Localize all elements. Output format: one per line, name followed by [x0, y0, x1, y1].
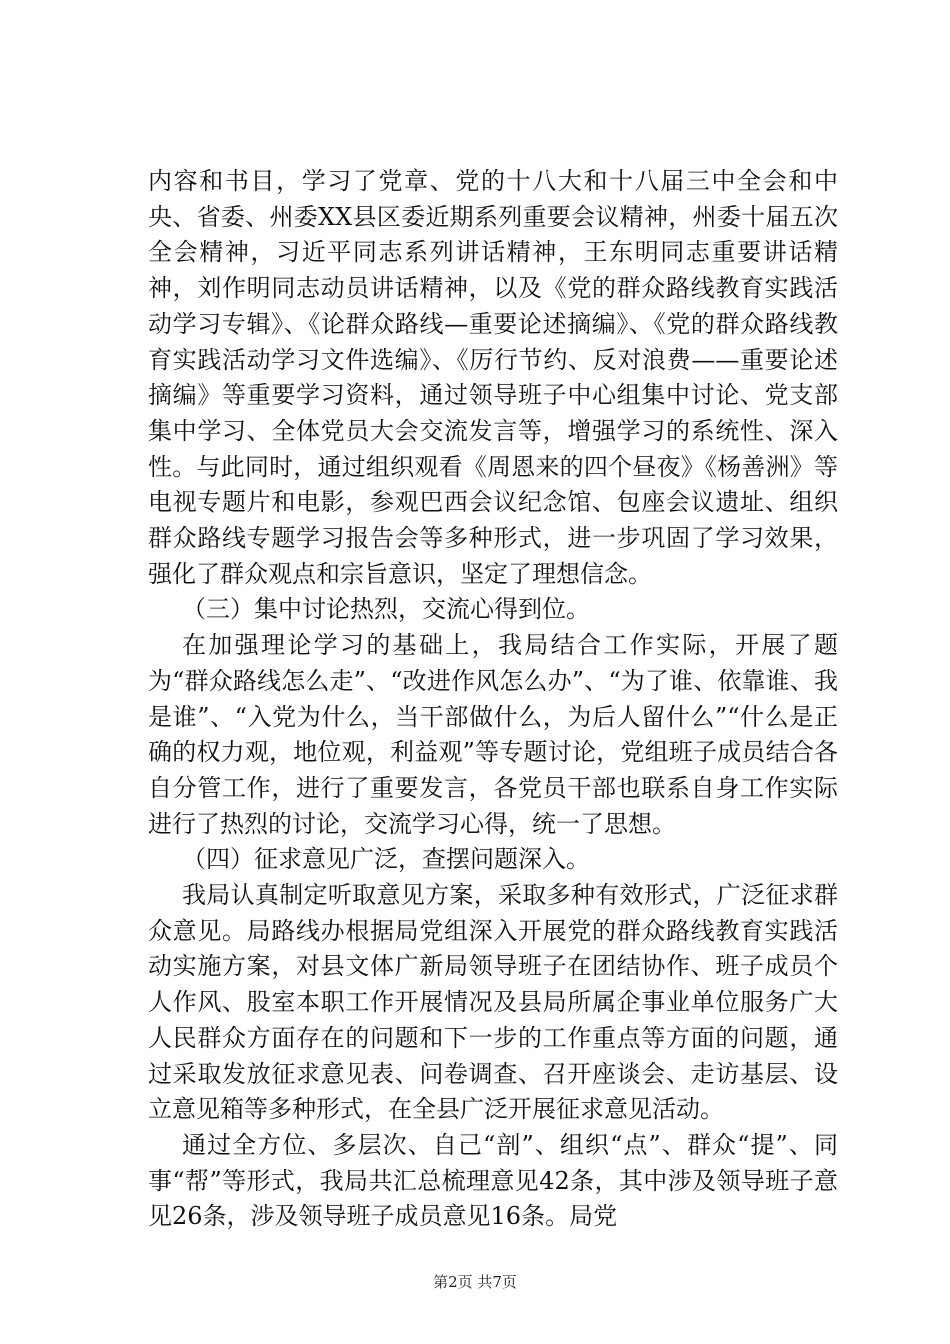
document-body [148, 164, 838, 1235]
paragraph-summary: 通过全方位、多层次、自己“剖”、组织“点”、群众“提”、同事“帮”等形式，我局共汇总梳理意见42条，其中涉及领导班子意见26条，涉及领导班子成员意见16条。局党 [148, 1130, 838, 1231]
heading-section-three: （三）集中讨论热烈，交流心得到位。 [182, 595, 590, 624]
paragraph-discussion: 在加强理论学习的基础上，我局结合工作实际，开展了题为“群众路线怎么走”、“改进作风怎么办”、“为了谁、依靠谁、我是谁”、“入党为什么，当干部做什么，为后人留什么”“什么是正确的权力观，地位观，利益观”等专题讨论，党组班子成员结合各自分管工作，进行了重要发言，各党员干部也联系自身工作实际进行了热烈的讨论，交流学习心得，统一了思想。 [148, 631, 838, 838]
page-footer: 第2页 共7页 [433, 1273, 517, 1291]
heading-section-four: （四）征求意见广泛，查摆问题深入。 [182, 845, 590, 874]
paragraph-opinions: 我局认真制定听取意见方案，采取多种有效形式，广泛征求群众意见。局路线办根据局党组深入开展党的群众路线教育实践活动实施方案，对县文体广新局领导班子在团结协作、班子成员个人作风、股室本职工作开展情况及县局所属企事业单位服务广大人民群众方面存在的问题和下一步的工作重点等方面的问题，通过采取发放征求意见表、问卷调查、召开座谈会、走访基层、设立意见箱等多种形式，在全县广泛开展征求意见活动。 [148, 881, 838, 1124]
paragraph-study-content: 内容和书目，学习了党章、党的十八大和十八届三中全会和中央、省委、州委XX县区委近期系列重要会议精神，州委十届五次全会精神，习近平同志系列讲话精神，王东明同志重要讲话精神，刘作明同志动员讲话精神，以及《党的群众路线教育实践活动学习专辑》、《论群众路线—重要论述摘编》、《党的群众路线教育实践活动学习文件选编》、《厉行节约、反对浪费——重要论述摘编》等重要学习资料，通过领导班子中心组集中讨论、党支部集中学习、全体党员大会交流发言等，增强学习的系统性、深入性。与此同时，通过组织观看《周恩来的四个昼夜》《杨善洲》等电视专题片和电影，参观巴西会议纪念馆、包座会议遗址、组织群众路线专题学习报告会等多种形式，进一步巩固了学习效果，强化了群众观点和宗旨意识，坚定了理想信念。 [148, 167, 838, 588]
